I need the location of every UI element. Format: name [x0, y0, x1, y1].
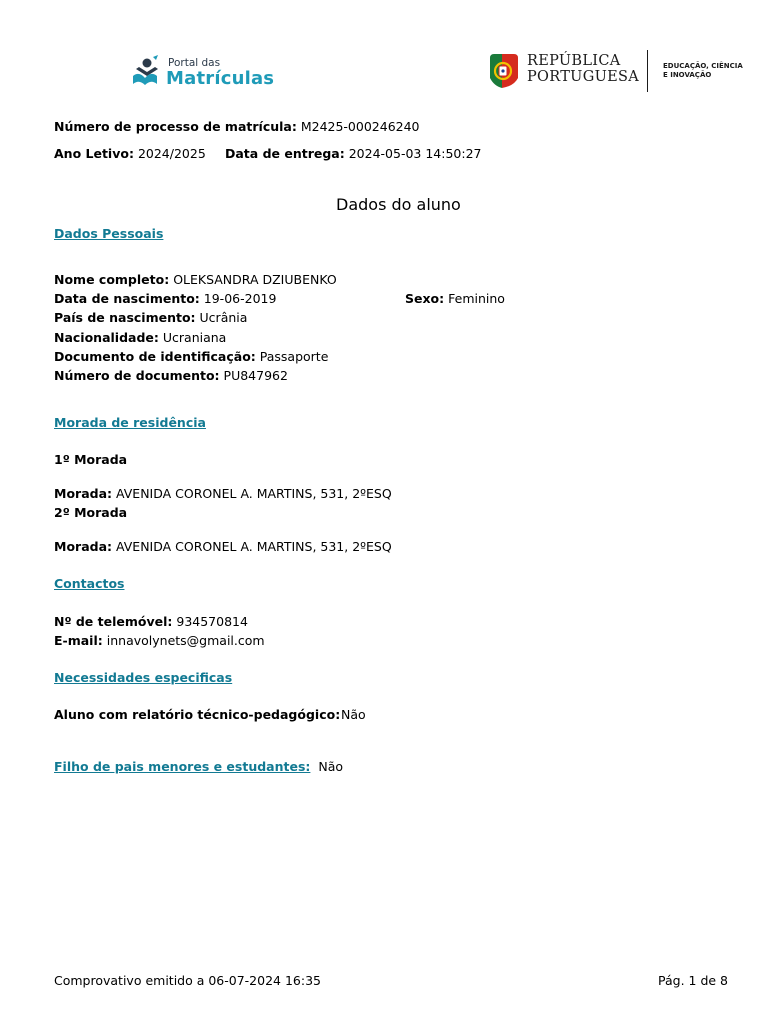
footer-issued-date: Comprovativo emitido a 06-07-2024 16:35 — [54, 973, 321, 988]
address2-value: AVENIDA CORONEL A. MARTINS, 531, 2ºESQ — [116, 539, 392, 554]
address2-row — [54, 539, 392, 554]
portal-matriculas-logo — [127, 54, 275, 90]
nationality-row — [54, 330, 226, 345]
process-number-row — [54, 119, 420, 134]
ministry-line2: E INOVAÇÃO — [663, 71, 712, 79]
portugal-emblem-icon — [488, 52, 520, 90]
document-number-value: PU847962 — [223, 368, 288, 383]
section-special-needs-heading: Necessidades especificas — [54, 670, 233, 685]
sex-row — [405, 291, 505, 306]
portal-logo-line2: Matrículas — [166, 68, 275, 89]
birth-date-label: Data de nascimento: — [54, 291, 200, 306]
minor-parents-heading: Filho de pais menores e estudantes: — [54, 759, 311, 774]
logo-divider — [647, 50, 648, 92]
document-number-label: Número de documento: — [54, 368, 220, 383]
email-label: E-mail: — [54, 633, 103, 648]
birth-date-value: 19-06-2019 — [203, 291, 277, 306]
pedagogical-report-label: Aluno com relatório técnico-pedagógico: — [54, 707, 341, 722]
school-year-row — [54, 146, 206, 161]
phone-value: 934570814 — [176, 614, 248, 629]
birth-country-value: Ucrânia — [199, 310, 248, 325]
full-name-label: Nome completo: — [54, 272, 170, 287]
nationality-value: Ucraniana — [162, 330, 227, 345]
delivery-date-value: 2024-05-03 14:50:27 — [348, 146, 482, 161]
process-number-value: M2425-000246240 — [300, 119, 420, 134]
minor-parents-row — [54, 759, 343, 774]
delivery-date-row — [225, 146, 481, 161]
sex-value: Feminino — [448, 291, 505, 306]
section-residence-heading: Morada de residência — [54, 415, 206, 430]
address2-label: Morada: — [54, 539, 113, 554]
id-document-row — [54, 349, 328, 364]
email-row — [54, 633, 265, 648]
school-year-value: 2024/2025 — [137, 146, 206, 161]
id-document-label: Documento de identificação: — [54, 349, 256, 364]
phone-row — [54, 614, 248, 629]
rp-logo-line2: PORTUGUESA — [527, 69, 639, 85]
address1-row — [54, 486, 392, 501]
nationality-label: Nacionalidade: — [54, 330, 159, 345]
page-title: Dados do aluno — [336, 195, 461, 214]
address1-heading: 1º Morada — [54, 452, 128, 467]
rp-logo-line1: REPÚBLICA — [527, 53, 621, 69]
birth-country-row — [54, 310, 247, 325]
sex-label: Sexo: — [405, 291, 445, 306]
id-document-value: Passaporte — [259, 349, 329, 364]
birth-country-label: País de nascimento: — [54, 310, 196, 325]
school-year-label: Ano Letivo: — [54, 146, 134, 161]
process-number-label: Número de processo de matrícula: — [54, 119, 297, 134]
full-name-value: OLEKSANDRA DZIUBENKO — [173, 272, 337, 287]
section-personal-data-heading: Dados Pessoais — [54, 226, 164, 241]
email-value: innavolynets@gmail.com — [106, 633, 265, 648]
address1-label: Morada: — [54, 486, 113, 501]
republica-portuguesa-logo — [488, 48, 743, 94]
delivery-date-label: Data de entrega: — [225, 146, 345, 161]
minor-parents-value: Não — [318, 759, 344, 774]
portal-logo-line1: Portal das — [168, 57, 221, 69]
document-number-row — [54, 368, 288, 383]
address2-heading: 2º Morada — [54, 505, 128, 520]
pedagogical-report-value: Não — [341, 707, 366, 722]
full-name-row — [54, 272, 337, 287]
ministry-line1: EDUCAÇÃO, CIÊNCIA — [663, 62, 743, 70]
section-contacts-heading: Contactos — [54, 576, 125, 591]
footer-page-number: Pág. 1 de 8 — [658, 973, 728, 988]
birth-date-row — [54, 291, 276, 306]
portal-logo-icon — [127, 54, 163, 90]
phone-label: Nº de telemóvel: — [54, 614, 173, 629]
address1-value: AVENIDA CORONEL A. MARTINS, 531, 2ºESQ — [116, 486, 392, 501]
